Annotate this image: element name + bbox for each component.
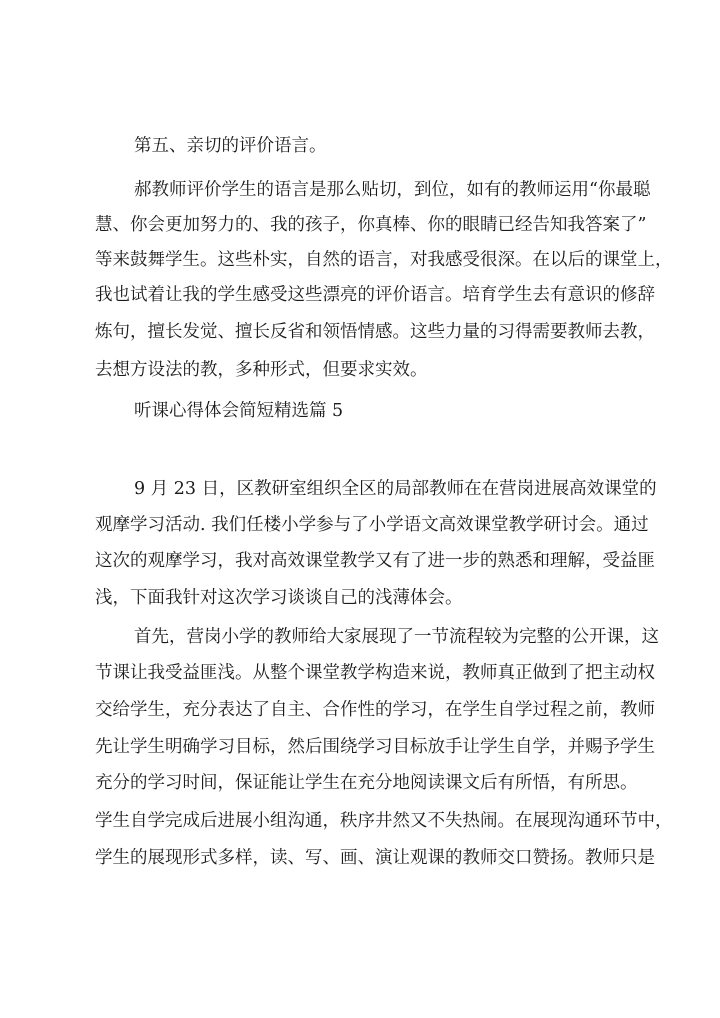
text-line: 等来鼓舞学生。这些朴实，自然的语言，对我感受很深。在以后的课堂上， bbox=[95, 250, 673, 270]
text-line: 去想方设法的教，多种形式，但要求实效。 bbox=[95, 360, 428, 380]
text-line: 先让学生明确学习目标，然后围绕学习目标放手让学生自学，并赐予学生 bbox=[95, 737, 655, 757]
text-line: 这次的观摩学习，我对高效课堂教学又有了进一步的熟悉和理解，受益匪 bbox=[95, 551, 655, 571]
text-line: 我也试着让我的学生感受这些漂亮的评价语言。培育学生去有意识的修辞 bbox=[95, 285, 655, 305]
text-line: 9 月 23 日，区教研室组织全区的局部教师在在营岗进展高效课堂的 bbox=[134, 479, 657, 499]
text-line: 学生自学完成后进展小组沟通，秩序井然又不失热闹。在展现沟通环节中， bbox=[95, 811, 673, 831]
text-line: 充分的学习时间，保证能让学生在充分地阅读课文后有所悟，有所思。 bbox=[95, 773, 638, 793]
text-line: 慧、你会更加努力的、我的孩子，你真棒、你的眼睛已经告知我答案了” bbox=[95, 215, 647, 235]
text-line: 炼句，擅长发觉、擅长反省和领悟情感。这些力量的习得需要教师去教， bbox=[95, 322, 655, 342]
section-heading: 第五、亲切的评价语言。 bbox=[134, 136, 327, 156]
text-line: 节课让我受益匪浅。从整个课堂教学构造来说，教师真正做到了把主动权 bbox=[95, 663, 655, 683]
text-line: 浅，下面我针对这次学习谈谈自己的浅薄体会。 bbox=[95, 588, 463, 608]
text-line: 首先，营岗小学的教师给大家展现了一节流程较为完整的公开课，这 bbox=[134, 627, 659, 647]
text-line: 学生的展现形式多样，读、写、画、演让观课的教师交口赞扬。教师只是 bbox=[95, 848, 655, 868]
text-line: 交给学生，充分表达了自主、合作性的学习，在学生自学过程之前，教师 bbox=[95, 700, 655, 720]
text-line: 郝教师评价学生的语言是那么贴切，到位，如有的教师运用“你最聪 bbox=[134, 180, 651, 200]
article-title: 听课心得体会简短精选篇 5 bbox=[134, 401, 344, 421]
text-line: 观摩学习活动. 我们任楼小学参与了小学语文高效课堂教学研讨会。通过 bbox=[95, 515, 649, 535]
